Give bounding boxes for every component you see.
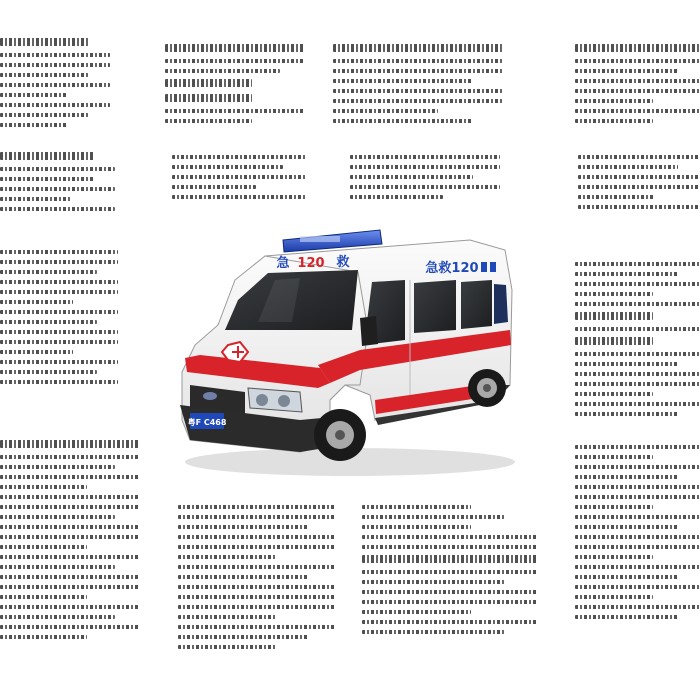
brand-emblem — [203, 392, 217, 400]
side-marker-light-2 — [490, 262, 496, 272]
front-label-left: 急 — [276, 256, 290, 271]
side-marker-light — [481, 262, 487, 272]
front-label-right: 救 — [336, 255, 350, 270]
front-label-number: 120 — [297, 256, 325, 271]
side-mirror — [360, 316, 378, 346]
side-label: 急救120 — [425, 261, 479, 276]
license-plate-text: 粤F C468 — [187, 418, 227, 427]
rear-wheel — [468, 369, 506, 407]
front-wheel — [314, 409, 366, 461]
side-window-3 — [494, 284, 508, 324]
side-window-2 — [461, 280, 492, 329]
side-window-1 — [414, 280, 456, 333]
